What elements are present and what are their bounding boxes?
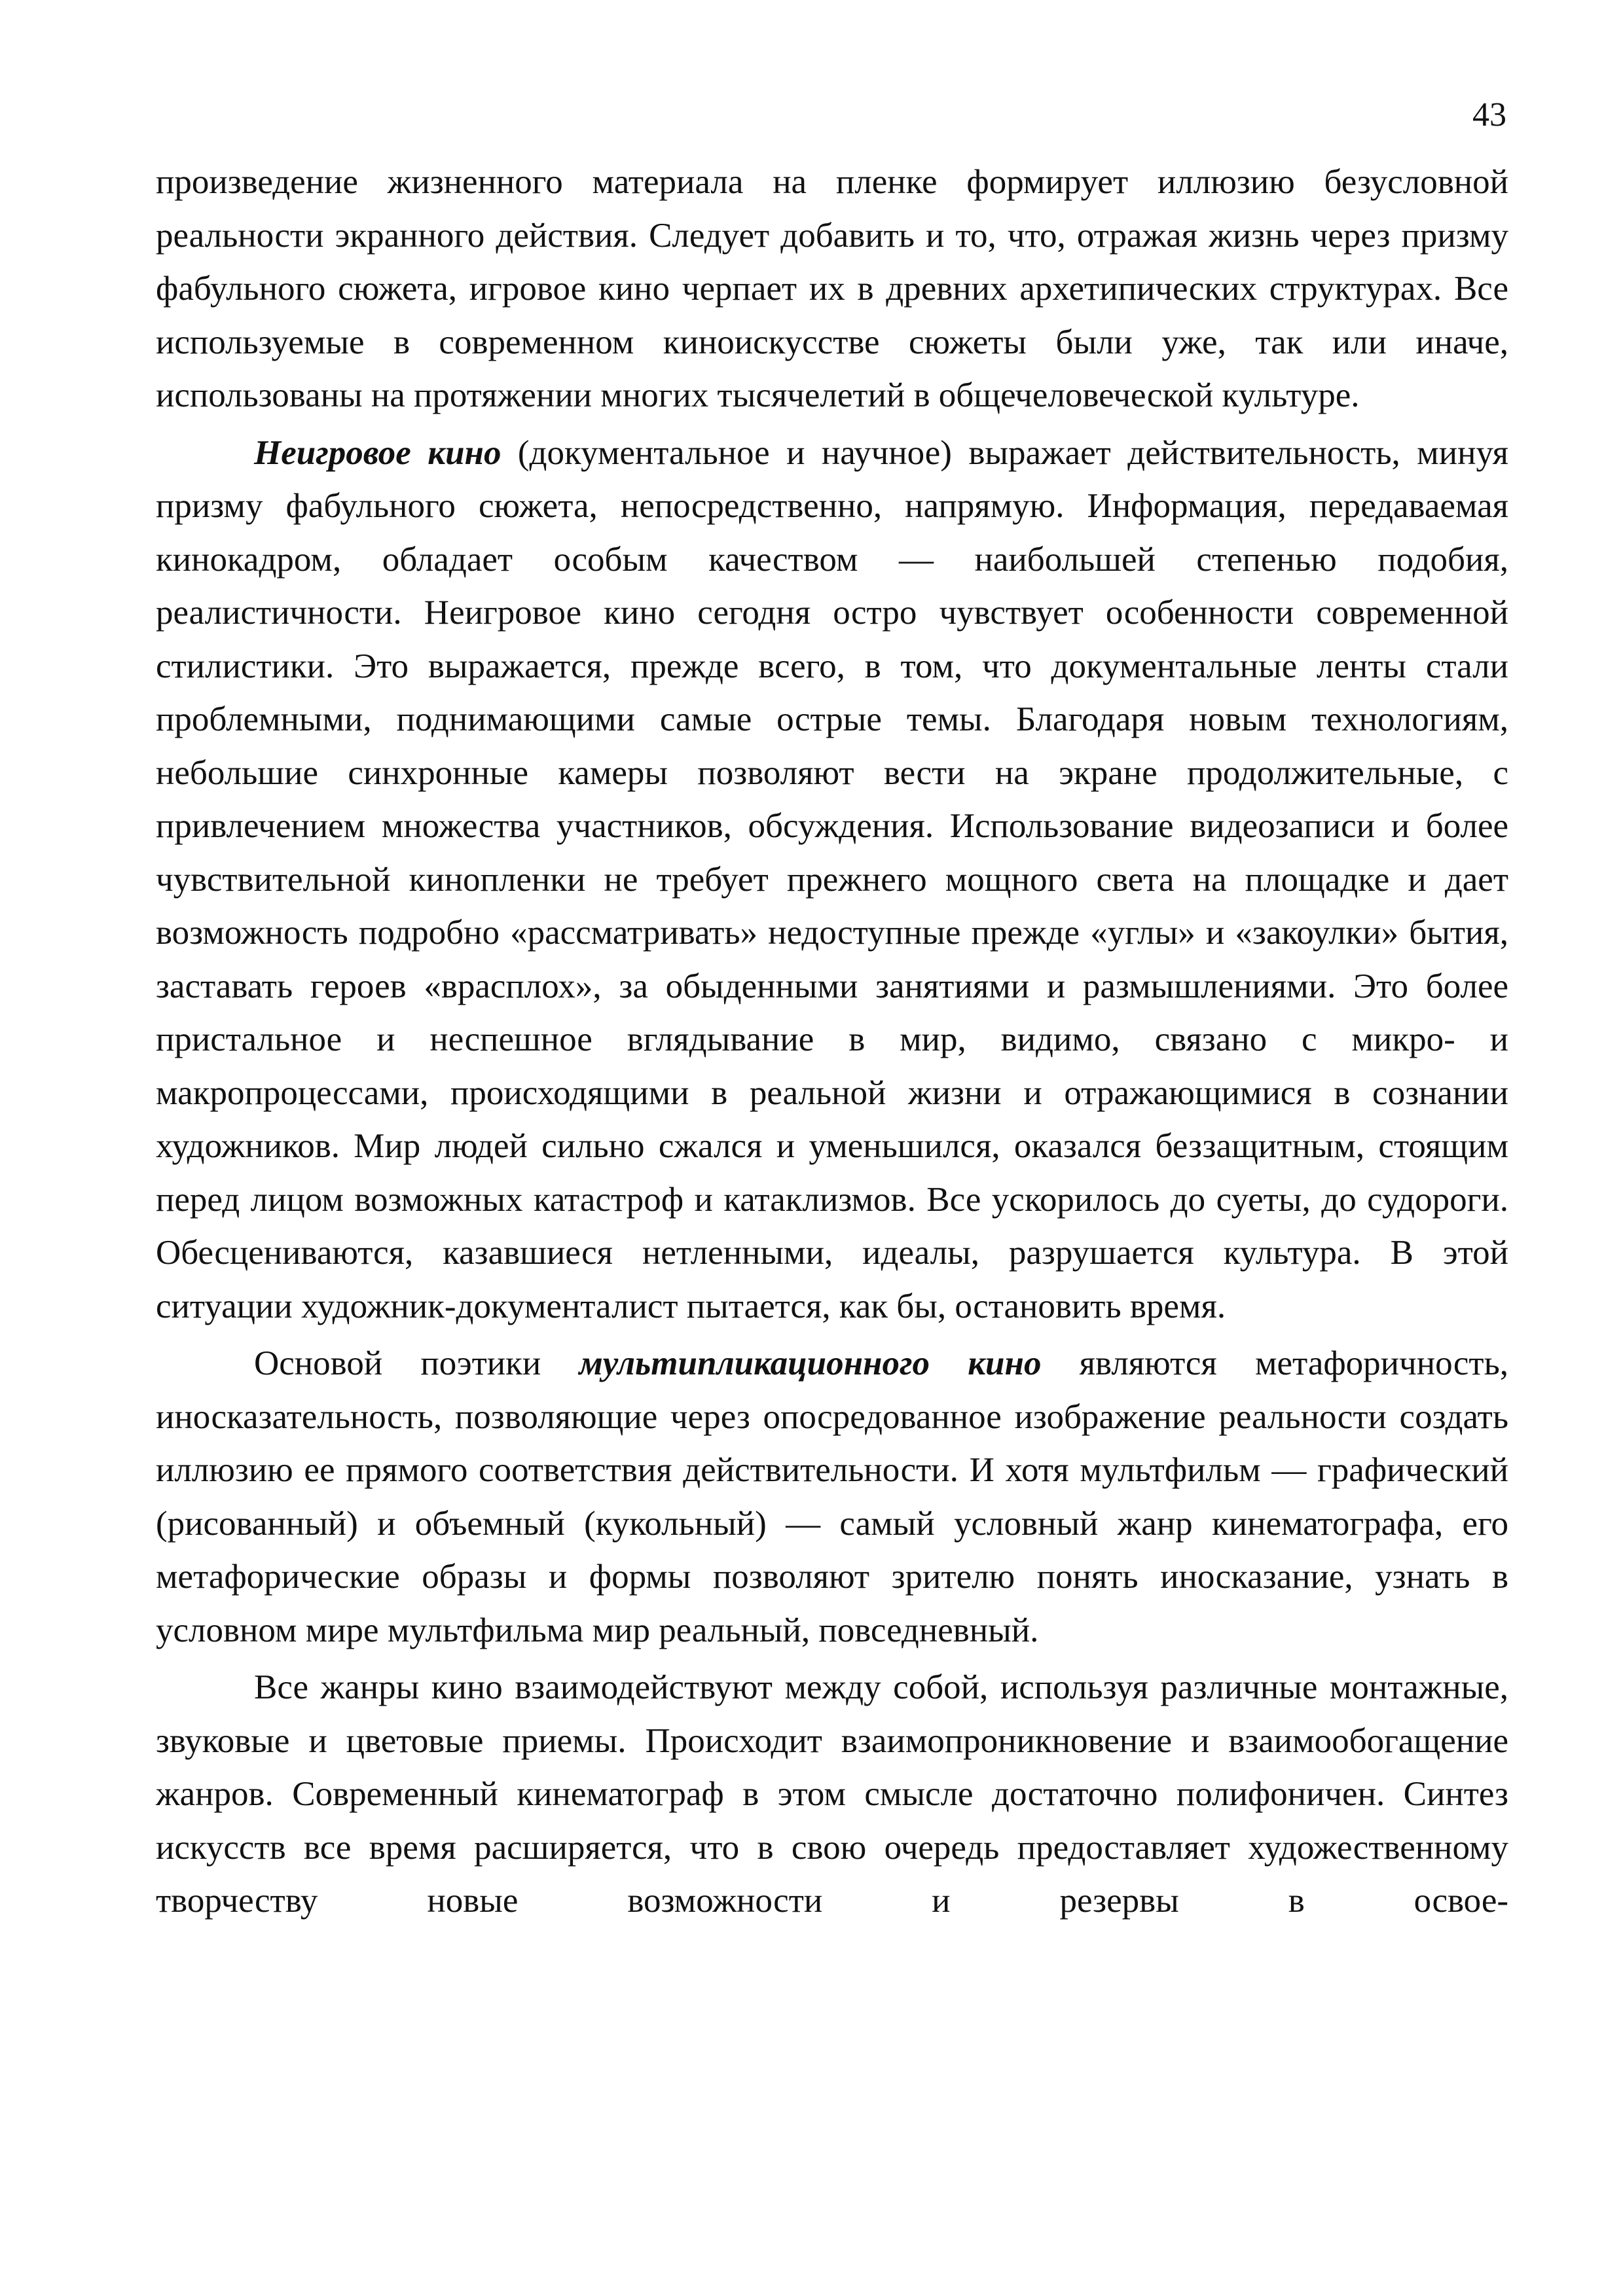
paragraph-3 [156,1337,1508,1657]
term-animation-cinema: мультипликационного кино [579,1344,1042,1382]
page-number: 43 [1472,96,1506,134]
paragraph-3-text: являются метафоричность, иносказательность, позволяющие через опосредованное изображение реальности создать иллюзию ее прямого соответствия действительности. И хотя мультфильм — графический (рисованный) и объемный (кукольный) — самый условный жанр кинематографа, его метафорические образы и формы позволяют зрителю понять иносказание, узнать в условном мире мультфильма мир реальный, повседневный. [156,1344,1508,1649]
term-non-fiction-cinema: Неигровое кино [254,433,501,472]
paragraph-2-text: (документальное и научное) выражает действительность, минуя призму фабульного сюжета, непосредственно, напрямую. Информация, передаваемая кинокадром, обладает особым качеством — наибольшей степенью подобия, реалистичности. Неигровое кино сегодня остро чувствует особенности современной стилистики. Это выражается, прежде всего, в том, что документальные ленты стали проблемными, поднимающими самые острые темы. Благодаря новым технологиям, небольшие синхронные камеры позволяют вести на экране продолжительные, с привлечением множества участников, обсуждения. Использование видеозаписи и более чувствительной кинопленки не требует прежнего мощного света на площадке и дает возможность подробно «рассматривать» недоступные прежде «углы» и «закоулки» бытия, заставать героев «врасплох», за обыденными занятиями и размышлениями. Это более пристальное и неспешное вглядывание в мир, видимо, связано с микро- и макропроцессами, происходящими в реальной жизни и отражающимися в сознании художников. Мир людей сильно сжался и уменьшился, оказался беззащитным, стоящим перед лицом возможных катастроф и катаклизмов. Все ускорилось до суеты, до судороги. Обесцениваются, казавшиеся нетленными, идеалы, разрушается культура. В этой ситуации художник-документалист пытается, как бы, остановить время. [156,433,1508,1325]
document-body [156,156,1508,1928]
paragraph-1: произведение жизненного материала на пленке формирует иллюзию безусловной реальности экранного действия. Следует добавить и то, что, отражая жизнь через призму фабульного сюжета, игровое кино черпает их в древних архетипических структурах. Все используемые в современном киноискусстве сюжеты были уже, так или иначе, использованы на протяжении многих тысячелетий в общечеловеческой культуре. [156,163,1508,414]
paragraph-2 [156,427,1508,1334]
paragraph-4: Все жанры кино взаимодействуют между собой, используя различные монтажные, звуковые и цветовые приемы. Происходит взаимопроникновение и взаимообогащение жанров. Современный кинематограф в этом смысле достаточно полифоничен. Синтез искусств все время расширяется, что в свою очередь предоставляет художественному творчеству новые возможности и резервы в освое- [156,1668,1508,1920]
paragraph-3-lead: Основой поэтики [254,1344,579,1382]
